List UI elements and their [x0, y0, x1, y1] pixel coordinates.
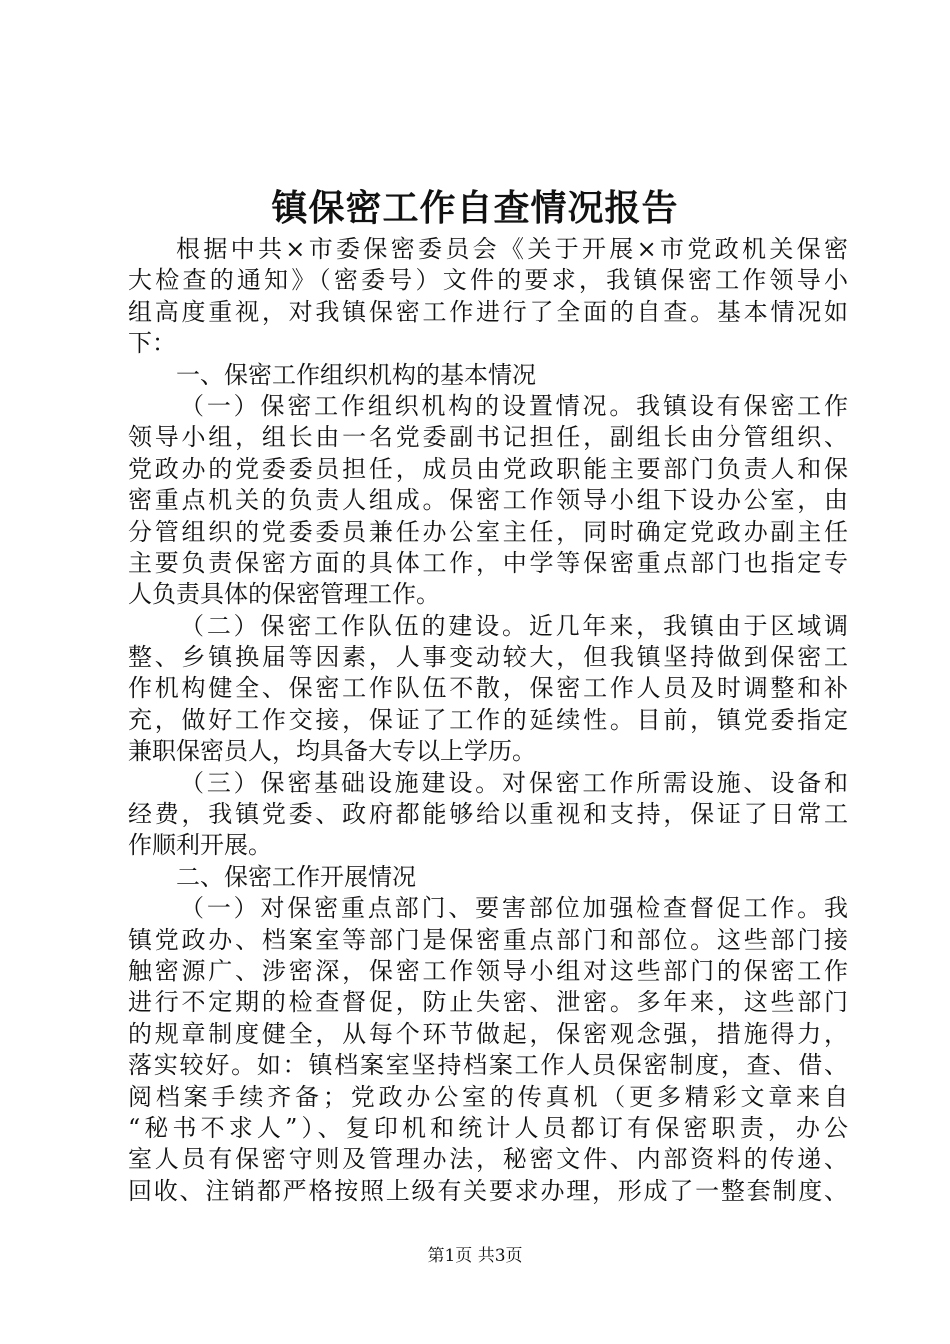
section-heading: 一、保密工作组织机构的基本情况: [176, 360, 536, 389]
text-line: 镇党政办、档案室等部门是保密重点部门和部位。这些部门接: [128, 925, 848, 954]
text-line: 领导小组，组长由一名党委副书记担任，副组长由分管组织、: [128, 423, 848, 452]
text-line: （一）保密工作组织机构的设置情况。我镇设有保密工作: [180, 391, 848, 420]
text-line: 落实较好。如：镇档案室坚持档案工作人员保密制度，查、借、: [128, 1051, 848, 1080]
text-line: 经费，我镇党委、政府都能够给以重视和支持，保证了日常工: [128, 800, 848, 829]
text-line: 回收、注销都严格按照上级有关要求办理，形成了一整套制度、: [128, 1176, 848, 1205]
text-line: 下：: [128, 329, 176, 358]
text-line: 兼职保密员人，均具备大专以上学历。: [128, 737, 536, 766]
page-footer: 第1页 共3页: [427, 1246, 523, 1266]
text-line: 作机构健全、保密工作队伍不散，保密工作人员及时调整和补: [128, 674, 848, 703]
document-title: 镇保密工作自查情况报告: [271, 187, 679, 229]
text-line: （一）对保密重点部门、要害部位加强检查督促工作。我: [180, 894, 848, 923]
text-line: 组高度重视，对我镇保密工作进行了全面的自查。基本情况如: [128, 297, 848, 326]
text-line: 密重点机关的负责人组成。保密工作领导小组下设办公室，由: [128, 486, 848, 515]
text-line: 党政办的党委委员担任，成员由党政职能主要部门负责人和保: [128, 454, 848, 483]
text-line: 大检查的通知》（密委号）文件的要求，我镇保密工作领导小: [128, 266, 848, 295]
text-line: （三）保密基础设施建设。对保密工作所需设施、设备和: [180, 768, 848, 797]
text-line: 充，做好工作交接，保证了工作的延续性。目前，镇党委指定: [128, 705, 848, 734]
text-line: 进行不定期的检查督促，防止失密、泄密。多年来，这些部门: [128, 988, 848, 1017]
text-line: “秘书不求人”）、复印机和统计人员都订有保密职责，办公: [128, 1113, 848, 1142]
text-line: 触密源广、涉密深，保密工作领导小组对这些部门的保密工作: [128, 956, 848, 985]
text-line: 主要负责保密方面的具体工作，中学等保密重点部门也指定专: [128, 548, 848, 577]
section-heading: 二、保密工作开展情况: [176, 862, 416, 891]
text-line: 分管组织的党委委员兼任办公室主任，同时确定党政办副主任: [128, 517, 848, 546]
text-line: 人负责具体的保密管理工作。: [128, 580, 440, 609]
text-line: 的规章制度健全，从每个环节做起，保密观念强，措施得力，: [128, 1019, 848, 1048]
text-line: 阅档案手续齐备；党政办公室的传真机（更多精彩文章来自: [128, 1082, 848, 1111]
text-line: 室人员有保密守则及管理办法，秘密文件、内部资料的传递、: [128, 1145, 848, 1174]
text-line: 整、乡镇换届等因素，人事变动较大，但我镇坚持做到保密工: [128, 643, 848, 672]
text-line: 作顺利开展。: [128, 831, 272, 860]
text-line: （二）保密工作队伍的建设。近几年来，我镇由于区域调: [180, 611, 848, 640]
document-body: [128, 234, 848, 1207]
text-line: 根据中共×市委保密委员会《关于开展×市党政机关保密: [176, 235, 848, 263]
